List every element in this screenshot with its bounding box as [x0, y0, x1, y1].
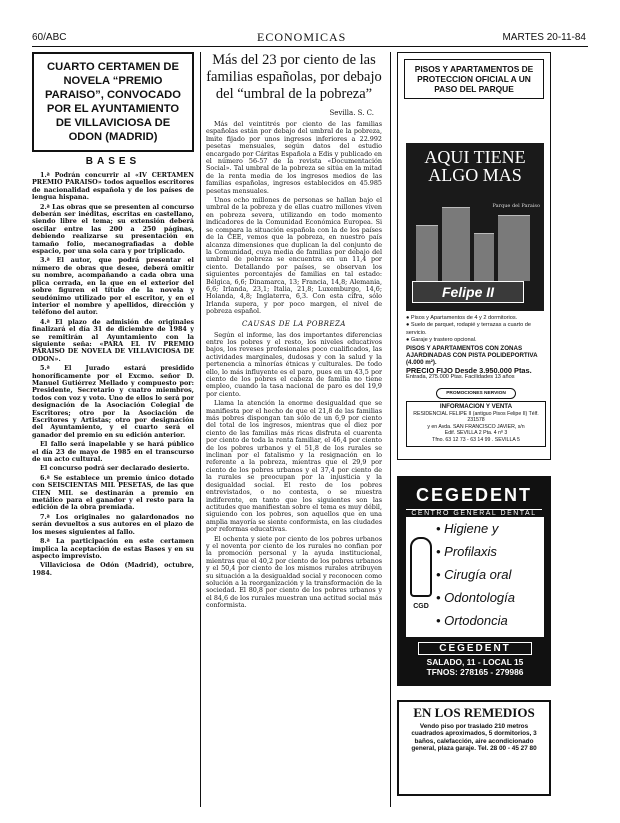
housing-promo-line: PISOS Y APARTAMENTOS CON ZONAS AJARDINADAS CON PISTA POLIDEPORTIVA (4.000 m²). [406, 344, 538, 367]
article-paragraph: El ochenta y siete por ciento de los pobres urbanos y el noventa por ciento de los rurales no confian por la promoción personal y la ayuda institucional, mientras que el 40,2 por ciento de los pobres urbanos y el 50,4 por ciento de los mismos rurales atribuyen su situación a la desigualdad social y reconocen como solución a la reorganización y la transformación de la sociedad. El 80,8 por ciento de los pobres urbanos y el 84,6 de los rurales muestran una actitud social más conformista. [206, 534, 382, 610]
contest-paragraph: 7.ª Los originales no galardonados no serán devueltos a sus autores en el plazo de los meses siguientes al fallo. [32, 512, 194, 536]
article-column [206, 52, 382, 807]
contest-signature: Villaviciosa de Odón (Madrid), octubre, 1984. [32, 561, 194, 577]
classified-ad-title: EN LOS REMEDIOS [413, 705, 535, 720]
housing-ad-details [406, 315, 546, 447]
park-caption: Parque del Paraiso [492, 203, 540, 209]
column-rule [390, 52, 391, 807]
dental-ad-subtitle: CENTRO GENERAL DENTAL [406, 509, 542, 518]
classified-ad [397, 700, 551, 796]
building-shape [474, 233, 494, 281]
dental-service: • Ortodoncia [436, 613, 508, 628]
address-line: Edif. SEVILLA 2 Pta. 4 nº 3 [444, 430, 508, 437]
dental-services-panel [406, 517, 544, 637]
contest-paragraph: 3.ª El autor, que podrá presentar el número de obras que desee, deberá omitir su nombre, acompañando a cada obra una plica cerrada, en la que en el exterior del sobre figuren el título de la novela y seudónimo utilizado por el escritor, y en el interior el nombre y apellidos, dirección y teléfono del autor. [32, 256, 194, 317]
housing-ad-headline: PISOS Y APARTAMENTOS DE PROTECCION OFICIAL A UN PASO DEL PARQUE [404, 59, 544, 99]
info-label: INFORMACION Y VENTA [439, 403, 513, 411]
address-line: Tfno. 63 12 73 - 63 14 99 . SEVILLA 5 [432, 437, 520, 444]
page-header [32, 30, 588, 44]
building-shape [498, 215, 530, 281]
contest-paragraph: 1.ª Podrán concurrir al «IV CERTAMEN PREMIO PARAISO» todos aquellos escritores de nacionalidad española y de los países de lengua hispana. [32, 171, 194, 202]
article-byline: Sevilla. S. C. [329, 109, 374, 117]
contest-paragraph: 2.ª Las obras que se presenten al concurso deberán ser inéditas, escritas en castellano, siendo libre el tema; su extensión deberá oscilar entre las 200 a 250 páginas, debiendo realizarse su presentación en tamaño folio, mecanografiadas a doble espacio, por una sola cara y por triplicado. [32, 202, 194, 256]
dental-address: SALADO, 11 - LOCAL 15 [426, 657, 524, 667]
bases-label: BASES [85, 156, 141, 167]
housing-ad-slogan: ALGO MAS [428, 165, 522, 185]
dental-service: • Higiene y [436, 521, 499, 536]
article-headline: Más del 23 por ciento de las familias españolas, por debajo del “umbral de la pobreza” [206, 52, 382, 102]
contest-title: CUARTO CERTAMEN DE NOVELA “PREMIO PARAISO”, CONVOCADO POR EL AYUNTAMIENTO DE VILLAVICIOSA DE ODON (MADRID) [32, 52, 194, 152]
housing-contact [406, 401, 546, 447]
dental-ad-contact [398, 657, 551, 677]
dental-service: • Cirugía oral [436, 567, 512, 582]
dental-service: • Profilaxis [436, 544, 497, 559]
contest-paragraph: El concurso podrá ser declarado desierto. [40, 464, 190, 473]
contest-paragraph: 5.ª El Jurado estará presidido honoríficamente por el Excmo. señor D. Manuel Gutiérrez Mellado y compuesto por: Presidente, Secretario y cuatro miembros, todos con voz y voto. Uno de ellos lo será por designación de la Asociación Colegial de Escritores; otro por la Asociación de Escritores y Artistas; otro por designación del Ayuntamiento, y el cuarto será el ganador del premio en su edición anterior. [32, 364, 194, 439]
page-number: 60/ABC [32, 32, 67, 43]
promoter-logo: PROMOCIONES NERVION [436, 388, 516, 399]
housing-ad-slogan: AQUI TIENE [424, 147, 526, 167]
housing-feature: ● Pisos y Apartamentos de 4 y 2 dormitorios. [406, 315, 518, 321]
housing-feature: ● Garaje y trastero opcional. [406, 337, 477, 344]
housing-price: PRECIO FIJO Desde 3.950.000 Ptas. [406, 365, 532, 375]
dental-service: • Odontología [436, 590, 515, 605]
address-line: y en Avda. SAN FRANCISCO JAVIER, s/n [427, 423, 525, 430]
dental-phones: TFNOS: 278165 - 279986 [426, 667, 524, 677]
column-rule [200, 52, 201, 807]
dental-ad [397, 476, 551, 686]
contest-column [32, 52, 194, 807]
issue-date: MARTES 20-11-84 [502, 32, 586, 43]
dental-ad-name: CEGEDENT [415, 485, 532, 505]
housing-ad-logo: Felipe II [412, 281, 524, 303]
contest-paragraph: 6.ª Se establece un premio único dotado con SEISCIENTAS MIL PESETAS, de las que CIEN MIL se destinarán a premio en metálico para el ganador y el resto para la edición de la obra premiada. [32, 473, 194, 512]
contest-paragraph: El fallo será inapelable y se hará público el día 23 de mayo de 1985 en el transcurso de un acto cultural. [32, 440, 194, 464]
article-paragraph: Según el informe, las dos importantes diferencias entre los pobres y el resto, los niveles educativos bajos, los reveses profesionales poco cualificados, las actividades marginales, dudosas y con la salud y la pertenencia a minorías étnicas y culturales. De todo ello, lo más influyente es el paro, pues en un 43,5 por ciento de los pobres el cabeza de familia no tiene empleo, cuando la tasa nacional de paro es del 19,9 por ciento. [206, 330, 382, 398]
housing-feature: ● Suelo de parquet, rodapié y terrazas a cuarto de servicio. [406, 322, 531, 336]
article-paragraph: Unos ocho millones de personas se hallan bajo el umbral de la pobreza y de ellas cuatro millones viven en pobreza severa, utilizando en todo momento indicadores de la Comunidad Económica Europea. Si se compara la situación española con la de los países de la CEE, vemos que la pobreza, en nuestro país alcanza dimensiones que duplican la del conjunto de la Comunidad, cuya media de familias por debajo del umbral de pobreza se encuentra en un 11,4 por ciento. Detallando por países, se observan los siguientes porcentajes de familias en tal estado: Bélgica, 6,6; Dinamarca, 13; Francia, 14,8; Alemania, 6,6; Irlanda, 23,1; Italia, 21,8; Luxemburgo, 14,6; Holanda, 4,8; Inglaterra, 6,3. Con esta cifra, sólo Irlanda supera, y por poco margen, el nivel de pobreza español. [206, 196, 382, 316]
article-subhead: CAUSAS DE LA POBREZA [242, 319, 346, 328]
article-paragraph: Más del veintitrés por ciento de las familias españolas están por debajo del umbral de la pobreza, lmite fijado por unos ingresos inferiores a 22.992 pesetas mensuales, según datos del estudio encargado por Cáritas Española a Edis y publicado en el número 56-57 de la revista «Documentación Social». Tal umbral de la pobreza se sitúa en la mitad de la renta media de los ingresos medios de las familias españolas, ingresos establecidos en 45.985 pesetas mensuales. [206, 120, 382, 195]
dental-logo-text: CGD [413, 603, 429, 610]
classified-ad-text: Vendo piso por traslado 210 metros cuadrados aproximados, 5 dormitorios, 3 baños, calefacción, aire acondicionado general, plaza garaje. Tel. 28 00 - 45 27 80 [411, 723, 537, 753]
header-rule [32, 46, 588, 47]
contest-paragraph: 4.ª El plazo de admisión de originales finalizará el día 31 de diciembre de 1984 y se remitirán al Ayuntamiento con la siguiente seña: «PARA EL IV PREMIO PARAISO DE NOVELA DE VILLAVICIOSA DE ODON». [32, 317, 194, 363]
housing-ad-photo [406, 143, 544, 311]
contest-paragraph: 8.ª La participación en este certamen implica la aceptación de estas Bases y en su aspecto imprevisto. [32, 537, 194, 560]
section-title: ECONOMICAS [257, 30, 347, 44]
building-shape [442, 207, 470, 281]
dental-ad-name-bottom: CEGEDENT [418, 642, 532, 655]
housing-ad [397, 52, 551, 460]
address-line: RESIDENCIAL FELIPE II (antiguo Pisos Felipe II) Télf. 231578 [413, 410, 539, 424]
article-paragraph: Llama la atención la enorme desigualdad que se manifiesta por el hecho de que el 21,8 de las familias más pobres dispongan tan sólo de un 6,9 por ciento del total de los ingresos, mientras que el diez por ciento de las familias más ricas disfruta el cuarenta por ciento de toda la renta familiar, el 46,4 por ciento de los pobres urbanos y el 51,8 de los rurales se inclinan por el fatalismo y la resignación en lo referente a la pobreza, mientras que el 29,9 por ciento de los pobres urbanos y el 37,4 por ciento de la rurales se preocupan por la injusticia y la desigualdad social. El resto de los pobres entrevistados, o no contesta, o se muestra indiferente, en tanto que los siguientes son las actitudes que manifiestan sobre el tema es muy débil, siguiendo con los pobres, son aquellos que en una amplia mayoría se siente conformista, en las ciudades por reformas educativas. [206, 399, 382, 534]
tooth-icon [410, 537, 432, 597]
building-shape [416, 225, 438, 281]
housing-entry: Entrada, 275.000 Ptas. Facilidades 13 años [406, 374, 515, 381]
